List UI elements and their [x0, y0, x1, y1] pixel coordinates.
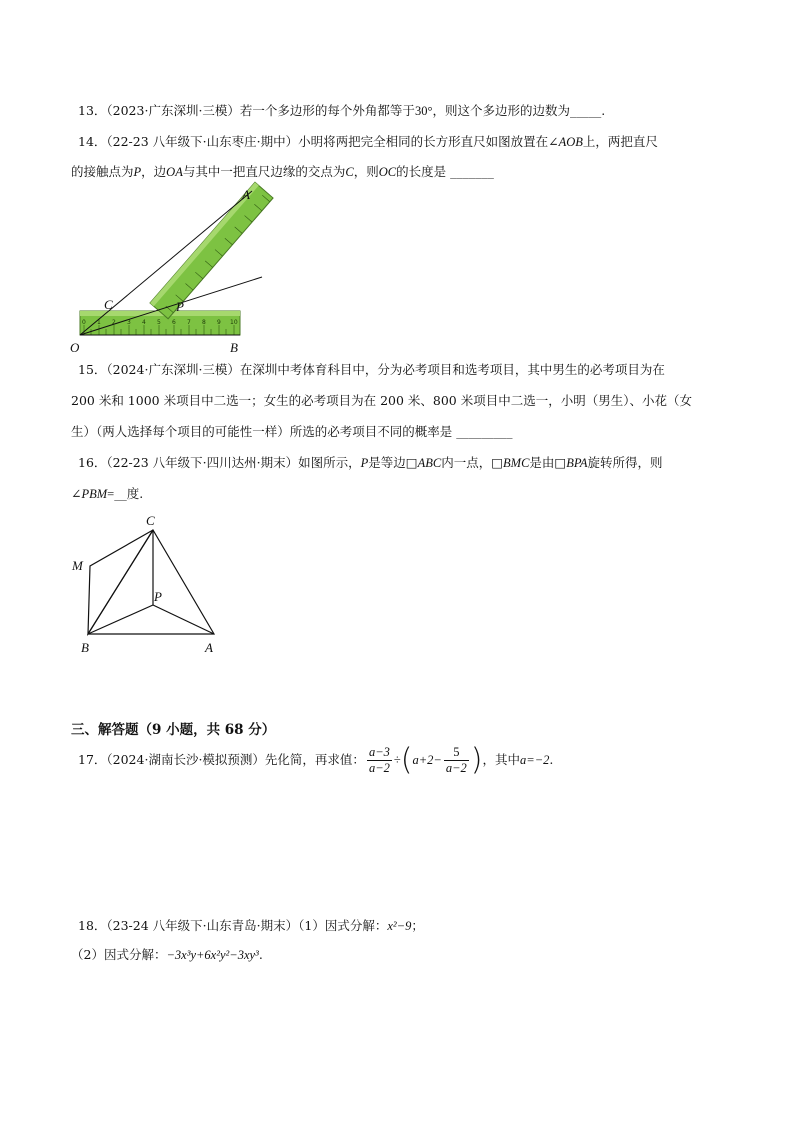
question-15-line2: 200 米和 1000 米项目中二选一；女生的必考项目为在 200 米、800 米项目中二选一，小明（男生）、小花（女	[71, 393, 692, 408]
question-source: （22-23 八年级下·四川达州·期末）	[106, 455, 299, 470]
label-b: B	[230, 340, 238, 355]
question-number: 14．	[78, 134, 107, 149]
label-b: B	[81, 640, 89, 655]
triangle-abc	[88, 530, 214, 634]
tick-label: 4	[142, 319, 146, 326]
question-17: 17．（2024·湖南长沙·模拟预测）先化简，再求值： $\frac{a-3}{a-2}$ ÷(a+2− $\frac{5}{a-2}$ )，其中a=−2.	[78, 742, 554, 778]
question-15-line3: 生）（两人选择每个项目的可能性一样）所选的必考项目不同的概率是 _________	[71, 424, 513, 439]
question-18-line1: 18．（23-24 八年级下·山东青岛·期末）（1）因式分解：x²−9；	[78, 918, 424, 933]
ruler-figure	[66, 185, 286, 355]
tick-label: 10	[230, 319, 238, 326]
question-number: 18．	[78, 918, 107, 933]
answer-blank: _____	[569, 103, 602, 118]
question-15-line1: 15．（2024·广东深圳·三模）在深圳中考体育科目中，分为必考项目和选考项目，其中男生的必考项目为在	[78, 362, 665, 377]
tick-label: 8	[202, 319, 206, 326]
label-p: P	[176, 299, 184, 314]
label-c: C	[146, 513, 155, 528]
question-source: （23-24 八年级下·山东青岛·期末）	[106, 918, 299, 933]
answer-blank: _________	[456, 424, 513, 439]
label-p: P	[154, 589, 162, 604]
triangle-bmc	[88, 530, 153, 634]
tick-label: 6	[172, 319, 176, 326]
tick-label: 1	[97, 319, 101, 326]
question-16-line2: ∠PBM=__度.	[71, 486, 144, 501]
label-a: A	[242, 187, 250, 202]
question-16-line1: 16．（22-23 八年级下·四川达州·期末）如图所示，P是等边□ABC内一点，□BMC是由□BPA旋转所得，则	[78, 455, 663, 470]
question-source: （2024·湖南长沙·模拟预测）	[106, 752, 265, 767]
tick-label: 9	[217, 319, 221, 326]
tick-label: 2	[112, 319, 116, 326]
tick-label: 7	[187, 319, 191, 326]
question-14-line1: 14．（22-23 八年级下·山东枣庄·期中）小明将两把完全相同的长方形直尺如图放置在∠AOB上，两把直尺	[78, 134, 658, 149]
tilted-ruler	[150, 182, 273, 318]
label-m: M	[72, 558, 83, 573]
label-a: A	[205, 640, 213, 655]
question-18-line2: （2）因式分解：−3x³y+6x²y²−3xy³.	[71, 947, 263, 962]
question-number: 15．	[78, 362, 107, 377]
tick-label: 3	[127, 319, 131, 326]
question-number: 13．	[78, 103, 107, 118]
question-13: 13．（2023·广东深圳·三模）若一个多边形的每个外角都等于30°，则这个多边形的边数为_____.	[78, 103, 606, 118]
question-number: 16．	[78, 455, 107, 470]
label-o: O	[70, 340, 80, 355]
tick-label: 0	[82, 319, 86, 326]
tick-label: 5	[157, 319, 161, 326]
fraction-2: $\frac{5}{a-2}$	[445, 745, 467, 775]
question-source: （2023·广东深圳·三模）	[106, 103, 240, 118]
label-c: C	[104, 297, 113, 312]
question-14-line2: 的接触点为P，边OA与其中一把直尺边缘的交点为C，则OC的长度是 _______	[71, 164, 494, 179]
answer-blank: _______	[450, 164, 494, 179]
question-source: （2024·广东深圳·三模）	[106, 362, 240, 377]
fraction-1: $\frac{a-3}{a-2}$	[368, 745, 390, 775]
answer-blank: __	[114, 486, 127, 501]
triangle-figure	[68, 508, 228, 658]
question-number: 17．	[78, 752, 107, 767]
section-3-title: 三、解答题（9 小题，共 68 分）	[71, 722, 276, 738]
question-source: （22-23 八年级下·山东枣庄·期中）	[106, 134, 299, 149]
